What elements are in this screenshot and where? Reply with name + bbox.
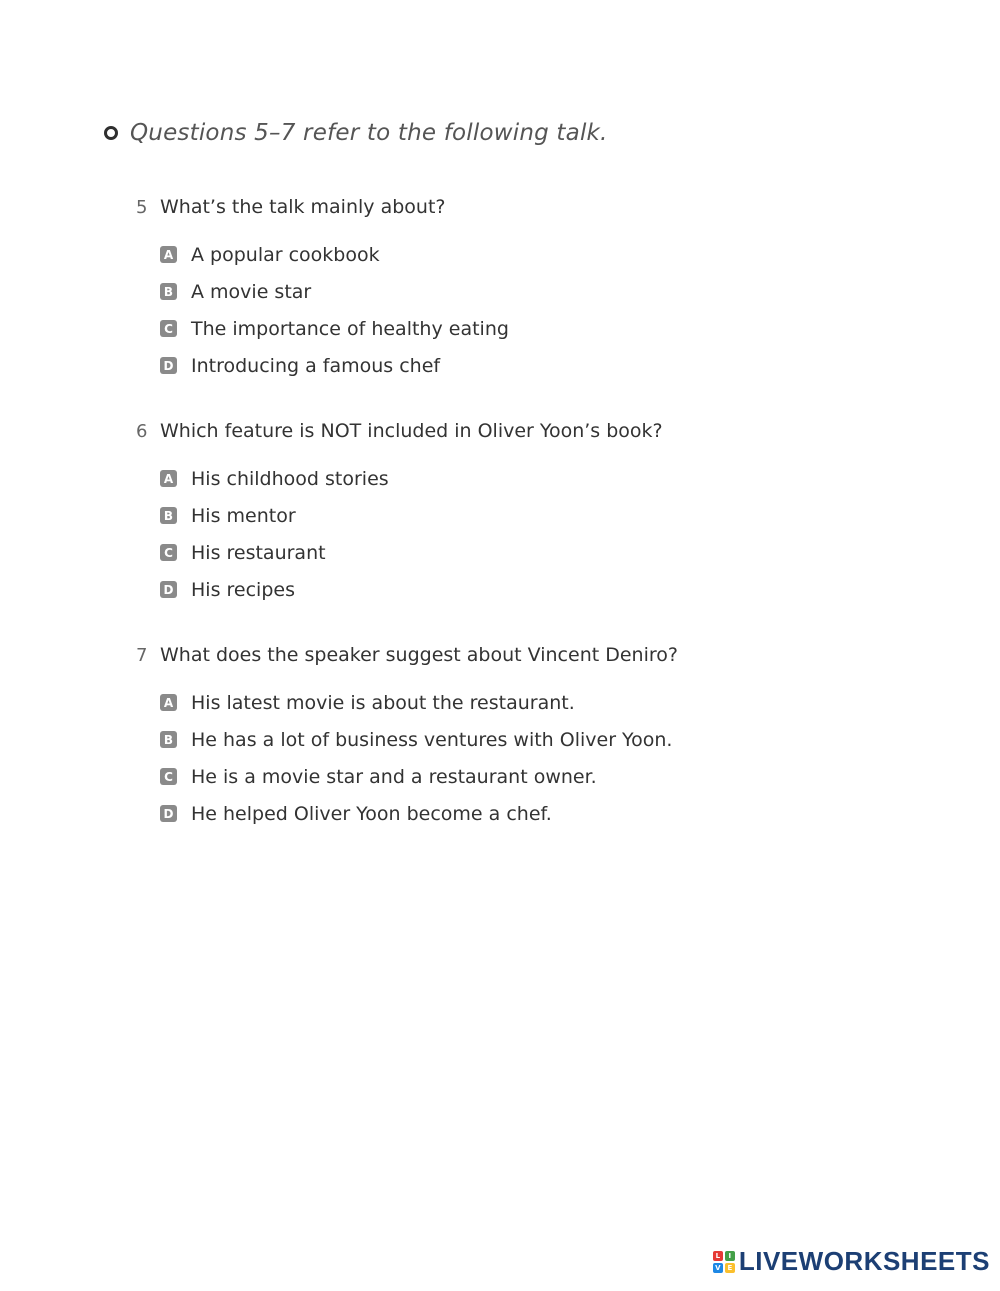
option-letter-badge: B [160, 507, 177, 524]
option-text: He is a movie star and a restaurant owner. [191, 765, 597, 788]
option-letter-badge: A [160, 694, 177, 711]
option-a[interactable] [160, 684, 678, 721]
option-text: His childhood stories [191, 467, 389, 490]
option-text: His restaurant [191, 541, 326, 564]
option-text: A movie star [191, 280, 312, 303]
section-title: Questions 5–7 refer to the following talk. [130, 120, 608, 146]
options-list [160, 684, 678, 832]
option-letter-badge: B [160, 283, 177, 300]
option-d[interactable] [160, 571, 663, 608]
section-header [104, 120, 608, 146]
option-d[interactable] [160, 347, 509, 384]
option-c[interactable] [160, 758, 678, 795]
question-6 [136, 420, 663, 608]
options-list [160, 460, 663, 608]
options-list [160, 236, 509, 384]
brand-name: LIVEWORKSHEETS [738, 1246, 990, 1276]
logo-cell: L [713, 1251, 723, 1261]
question-line [136, 644, 678, 666]
question-number: 6 [136, 421, 148, 442]
option-letter-badge: D [160, 581, 177, 598]
option-letter-badge: D [160, 805, 177, 822]
option-text: His recipes [191, 578, 295, 601]
question-text: What’s the talk mainly about? [160, 196, 446, 218]
option-c[interactable] [160, 534, 663, 571]
option-letter-badge: C [160, 544, 177, 561]
option-d[interactable] [160, 795, 678, 832]
option-text: He helped Oliver Yoon become a chef. [191, 802, 552, 825]
option-text: Introducing a famous chef [191, 354, 441, 377]
question-number: 5 [136, 197, 148, 218]
option-b[interactable] [160, 497, 663, 534]
option-text: His mentor [191, 504, 296, 527]
option-text: The importance of healthy eating [191, 317, 509, 340]
option-letter-badge: A [160, 246, 177, 263]
option-letter-badge: C [160, 320, 177, 337]
question-7 [136, 644, 678, 832]
option-letter-badge: A [160, 470, 177, 487]
option-letter-badge: B [160, 731, 177, 748]
logo-cell: I [725, 1251, 735, 1261]
logo-cell: V [713, 1263, 723, 1273]
question-line [136, 420, 663, 442]
option-b[interactable] [160, 721, 678, 758]
question-line [136, 196, 509, 218]
option-text: He has a lot of business ventures with Oliver Yoon. [191, 728, 673, 751]
question-text: Which feature is NOT included in Oliver Yoon’s book? [160, 420, 663, 442]
option-text: His latest movie is about the restaurant. [191, 691, 575, 714]
option-a[interactable] [160, 236, 509, 273]
logo-cell: E [725, 1263, 735, 1273]
question-5 [136, 196, 509, 384]
question-text: What does the speaker suggest about Vincent Deniro? [160, 644, 678, 666]
option-letter-badge: C [160, 768, 177, 785]
option-b[interactable] [160, 273, 509, 310]
option-letter-badge: D [160, 357, 177, 374]
circle-bullet-icon [104, 126, 118, 140]
option-a[interactable] [160, 460, 663, 497]
option-text: A popular cookbook [191, 243, 380, 266]
liveworksheets-footer [713, 1246, 990, 1277]
liveworksheets-logo-icon [713, 1251, 735, 1273]
option-c[interactable] [160, 310, 509, 347]
question-number: 7 [136, 645, 148, 666]
